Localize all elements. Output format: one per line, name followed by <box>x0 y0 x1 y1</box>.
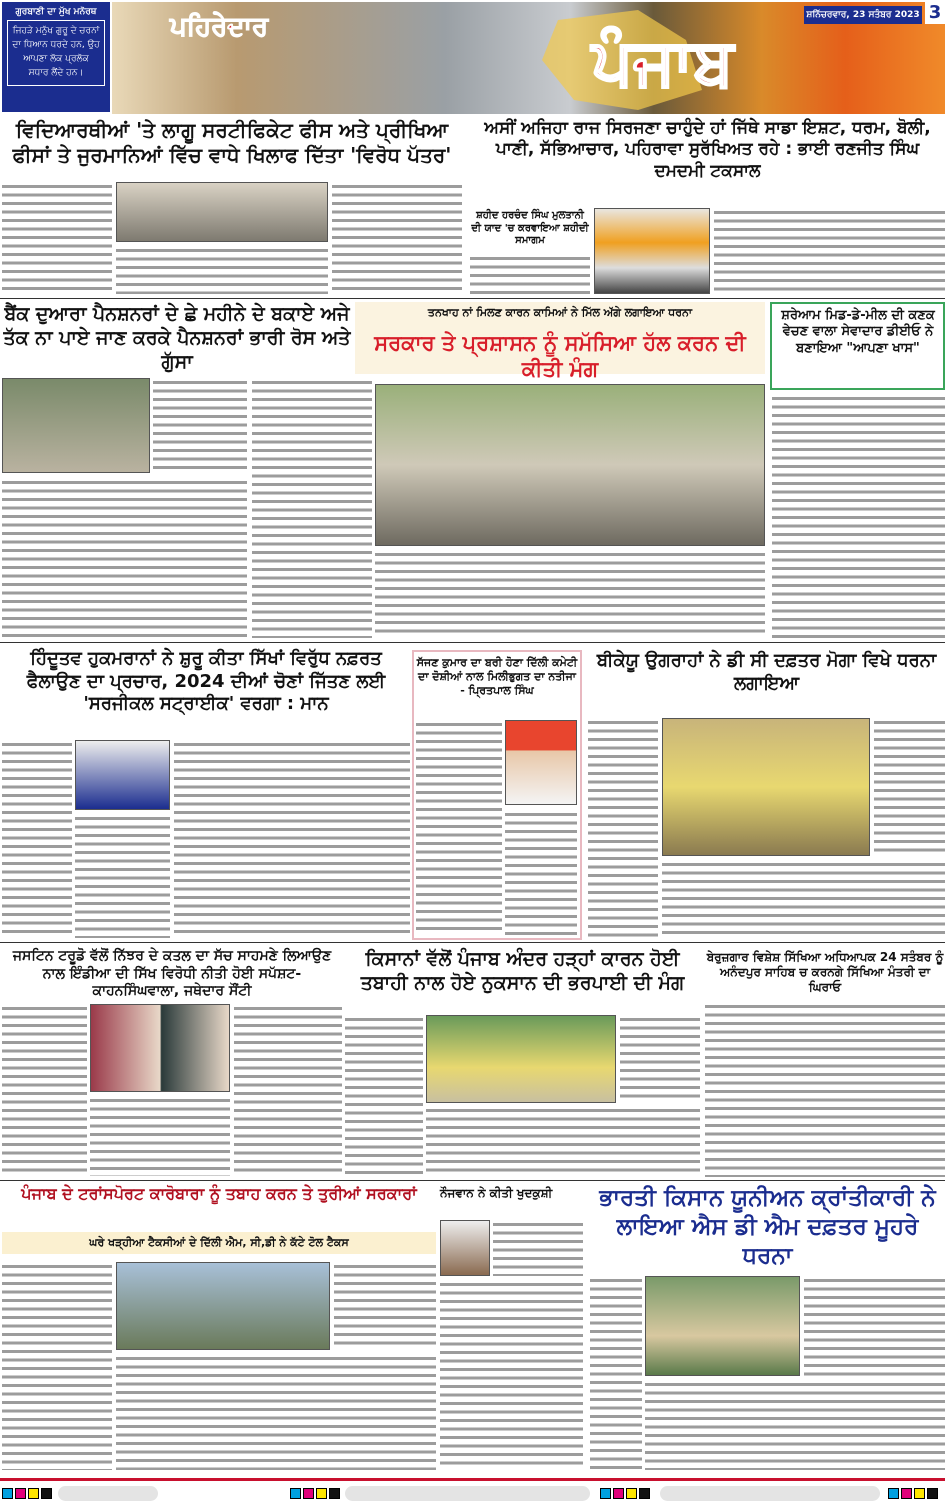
article-photo <box>116 182 328 242</box>
color-registration-mark <box>290 1488 301 1499</box>
quote-text: ਜਿਹੜੇ ਮਨੁੱਖ ਗੁਰੂ ਦੇ ਚਰਨਾਂ ਦਾ ਧਿਆਨ ਧਰਦੇ ਹਨ, ਉਹ ਆਪਣਾ ਲੋਕ ਪ੍ਰਲੋਕ ਸਧਾਰ ਲੈਂਦੇ ਹਨ। <box>7 20 105 86</box>
color-registration-mark <box>41 1488 52 1499</box>
color-registration-mark <box>15 1488 26 1499</box>
masthead-banner <box>112 2 945 114</box>
color-registration-mark <box>914 1488 925 1499</box>
headline: ਜਸਟਿਨ ਟਰੂਡੋ ਵੱਲੋਂ ਨਿੱਝਰ ਦੇ ਕਤਲ ਦਾ ਸੱਚ ਸਾਹਮਣੇ ਲਿਆਉਣ ਨਾਲ ਇੰਡੀਆ ਦੀ ਸਿੱਖ ਵਿਰੋਧੀ ਨੀਤੀ ਹੋਈ ਸਪੱਸ਼ਟ-ਕਾਹਨਸਿੰਘਵਾਲਾ, ਜਥੇਦਾਰ ਸੌਂਟੀ <box>12 948 332 999</box>
article-photo <box>426 1015 616 1103</box>
article-photo <box>645 1276 800 1376</box>
headline: ਬੇਰੁਜ਼ਗਾਰ ਵਿਸ਼ੇਸ਼ ਸਿੱਖਿਆ ਅਧਿਆਪਕ 24 ਸਤੰਬਰ ਨੂੰ ਅਨੰਦਪੁਰ ਸਾਹਿਬ ਚ ਕਰਨਗੇ ਸਿੱਖਿਆ ਮੰਤਰੀ ਦਾ ਘਿਰਾਓ <box>706 950 944 994</box>
color-registration-mark <box>888 1488 899 1499</box>
page-number: 3 <box>925 2 945 24</box>
color-registration-mark <box>28 1488 39 1499</box>
article-photo <box>375 384 765 546</box>
print-strip <box>58 1486 158 1501</box>
divider <box>0 298 945 299</box>
article-body-text <box>2 740 72 938</box>
article-body-text <box>714 208 945 294</box>
color-registration-mark <box>626 1488 637 1499</box>
article-body-text <box>505 810 577 935</box>
article-body-text <box>345 1015 423 1177</box>
print-strip <box>345 1486 590 1501</box>
article-photo <box>116 1262 330 1350</box>
headline: ਨੌਜਵਾਨ ਨੇ ਕੀਤੀ ਖੁਦਕੁਸ਼ੀ <box>440 1186 553 1200</box>
article-body-text <box>174 740 410 938</box>
article-body-text <box>2 478 247 638</box>
quote-title: ਗੁਰਬਾਣੀ ਦਾ ਮੁੱਖ ਮਨੋਰਥ <box>4 4 108 20</box>
article-body-text <box>75 814 170 938</box>
headline: ਬੀਕੇਯੂ ਉਗਰਾਹਾਂ ਨੇ ਡੀ ਸੀ ਦਫ਼ਤਰ ਮੋਗਾ ਵਿਖੇ ਧਰਨਾ ਲਗਾਇਆ <box>596 650 937 694</box>
article-body-text <box>416 720 502 935</box>
date-label: ਸ਼ਨਿੱਚਰਵਾਰ, 23 ਸਤੰਬਰ 2023 <box>804 6 922 24</box>
headline: ਸਰਕਾਰ ਤੇ ਪ੍ਰਸ਼ਾਸਨ ਨੂੰ ਸਮੱਸਿਆ ਹੱਲ ਕਰਨ ਦੀ ਕੀਤੀ ਮੰਗ <box>374 331 746 382</box>
quote-box <box>2 2 110 112</box>
article-photo <box>2 378 150 473</box>
divider <box>0 642 945 643</box>
article-body-text <box>426 1106 700 1176</box>
article-body-text <box>440 1280 583 1470</box>
headline: ਪੰਜਾਬ ਦੇ ਟਰਾਂਸਪੋਰਟ ਕਾਰੋਬਾਰਾ ਨੂੰ ਤਬਾਹ ਕਰਨ ਤੇ ਤੁਰੀਆਂ ਸਰਕਾਰਾਂ <box>21 1184 417 1203</box>
print-strip <box>660 1486 880 1501</box>
headline: ਭਾਰਤੀ ਕਿਸਾਨ ਯੂਨੀਅਨ ਕ੍ਰਾਂਤੀਕਾਰੀ ਨੇ ਲਾਇਆ ਐਸ ਡੀ ਐਮ ਦਫ਼ਤਰ ਮੂਹਰੇ ਧਰਨਾ <box>599 1185 936 1269</box>
color-registration-mark <box>927 1488 938 1499</box>
article-body-text <box>493 1220 583 1276</box>
subheadline: ਸ਼ਹੀਦ ਹਰਚੰਦ ਸਿੰਘ ਮੁਲਤਾਨੀ ਦੀ ਯਾਦ 'ਚ ਕਰਵਾਇਆ ਸ਼ਹੀਦੀ ਸਮਾਗਮ <box>471 210 589 246</box>
article-body-text <box>334 1262 436 1350</box>
article-body-text <box>804 1276 945 1376</box>
article-photo <box>505 720 577 805</box>
color-registration-mark <box>613 1488 624 1499</box>
article-photo <box>594 208 710 294</box>
section-title: ਪੰਜਾਬ <box>592 26 734 100</box>
article-body-text <box>252 378 372 638</box>
article-body-text <box>332 182 462 294</box>
article-body-text <box>2 182 112 294</box>
headline: ਸ਼ਰੇਆਮ ਮਿਡ-ਡੇ-ਮੀਲ ਦੀ ਕਣਕ ਵੇਚਣ ਵਾਲਾ ਸੇਵਾਦਾਰ ਡੀਈਓ ਨੇ ਬਣਾਇਆ "ਆਪਣਾ ਖਾਸ" <box>781 308 935 356</box>
color-registration-mark <box>901 1488 912 1499</box>
color-registration-mark <box>600 1488 611 1499</box>
color-registration-mark <box>2 1488 13 1499</box>
article-body-text <box>116 246 328 294</box>
color-registration-mark <box>329 1488 340 1499</box>
article-body-text <box>705 1002 945 1177</box>
article-body-text <box>116 1354 436 1470</box>
color-registration-mark <box>639 1488 650 1499</box>
divider <box>0 942 945 943</box>
headline: ਸੱਜਣ ਕੁਮਾਰ ਦਾ ਬਰੀ ਹੋਣਾ ਦਿੱਲੀ ਕਮੇਟੀ ਦਾ ਦੋਸ਼ੀਆਂ ਨਾਲ ਮਿਲੀਭੁਗਤ ਦਾ ਨਤੀਜਾ - ਪ੍ਰਿਤਪਾਲ ਸਿੰਘ <box>416 656 578 697</box>
article-body-text <box>234 1004 342 1177</box>
headline: ਵਿਦਿਆਰਥੀਆਂ 'ਤੇ ਲਾਗੂ ਸਰਟੀਫਿਕੇਟ ਫੀਸ ਅਤੇ ਪ੍ਰੀਖਿਆ ਫੀਸਾਂ ਤੇ ਜੁਰਮਾਨਿਆਂ ਵਿੱਚ ਵਾਧੇ ਖਿਲਾਫ ਦਿੱਤਾ 'ਵਿਰੋਧ ਪੱਤਰ' <box>12 118 452 167</box>
article-body-text <box>2 1004 87 1177</box>
article-photo <box>90 1004 230 1092</box>
headline: ਕਿਸਾਨਾਂ ਵੱਲੋਂ ਪੰਜਾਬ ਅੰਦਰ ਹੜ੍ਹਾਂ ਕਾਰਨ ਹੋਈ ਤਬਾਹੀ ਨਾਲ ਹੋਏ ਨੁਕਸਾਨ ਦੀ ਭਰਪਾਈ ਦੀ ਮੰਗ <box>360 948 685 994</box>
article-body-text <box>588 718 658 938</box>
kicker: ਤਨਖਾਹ ਨਾਂ ਮਿਲਣ ਕਾਰਨ ਕਾਮਿਆਂ ਨੇ ਮਿੱਲ ਅੱਗੇ ਲਗਾਇਆ ਧਰਨਾ <box>427 306 693 319</box>
divider <box>0 1180 945 1181</box>
paper-name: ਪਹਿਰੇਦਾਰ <box>170 12 268 42</box>
article-body-text <box>772 394 945 638</box>
footer-rule <box>0 1478 945 1481</box>
color-registration-mark <box>303 1488 314 1499</box>
headline: ਅਸੀਂ ਅਜਿਹਾ ਰਾਜ ਸਿਰਜਣਾ ਚਾਹੁੰਦੇ ਹਾਂ ਜਿੱਥੇ ਸਾਡਾ ਇਸ਼ਟ, ਧਰਮ, ਬੋਲੀ, ਪਾਣੀ, ਸੱਭਿਆਚਾਰ, ਪਹਿਰਾਵਾ ਸੁਰੱਖਿਅਤ ਰਹੇ : ਭਾਈ ਰਣਜੀਤ ਸਿੰਘ ਦਮਦਮੀ ਟਕਸਾਲ <box>484 118 931 181</box>
article-body-text <box>375 550 765 638</box>
article-photo <box>75 740 170 810</box>
article-photo <box>662 718 870 856</box>
article-body-text <box>645 1380 945 1470</box>
article-body-text <box>874 718 945 856</box>
color-registration-mark <box>316 1488 327 1499</box>
article-body-text <box>153 378 247 474</box>
article-body-text <box>662 860 945 938</box>
article-body-text <box>90 1096 230 1176</box>
headline: ਹਿੰਦੂਤਵ ਹੁਕਮਰਾਨਾਂ ਨੇ ਸ਼ੁਰੂ ਕੀਤਾ ਸਿੱਖਾਂ ਵਿਰੁੱਧ ਨਫ਼ਰਤ ਫੈਲਾਉਣ ਦਾ ਪ੍ਰਚਾਰ, 2024 ਦੀਆਂ ਚੋਣਾਂ ਜਿੱਤਣ ਲਈ 'ਸਰਜੀਕਲ ਸਟ੍ਰਾਈਕ' ਵਰਗਾ : ਮਾਨ <box>26 648 386 714</box>
article-body-text <box>2 1262 112 1470</box>
article-body-text <box>470 254 590 294</box>
subheadline: ਘਰੇ ਖੜ੍ਹੀਆ ਟੈਕਸੀਆਂ ਦੇ ਦਿੱਲੀ ਐਮ, ਸੀ,ਡੀ ਨੇ ਕੱਟੇ ਟੋਲ ਟੈਕਸ <box>2 1232 436 1254</box>
article-body-text <box>590 1276 642 1470</box>
headline: ਬੈਂਕ ਦੁਆਰਾ ਪੈਨਸ਼ਨਰਾਂ ਦੇ ਛੇ ਮਹੀਨੇ ਦੇ ਬਕਾਏ ਅਜੇ ਤੱਕ ਨਾ ਪਾਏ ਜਾਣ ਕਰਕੇ ਪੈਨਸ਼ਨਰਾਂ ਭਾਰੀ ਰੋਸ ਅਤੇ ਗੁੱਸਾ <box>3 303 351 373</box>
article-photo <box>440 1220 490 1276</box>
article-body-text <box>620 1015 700 1103</box>
